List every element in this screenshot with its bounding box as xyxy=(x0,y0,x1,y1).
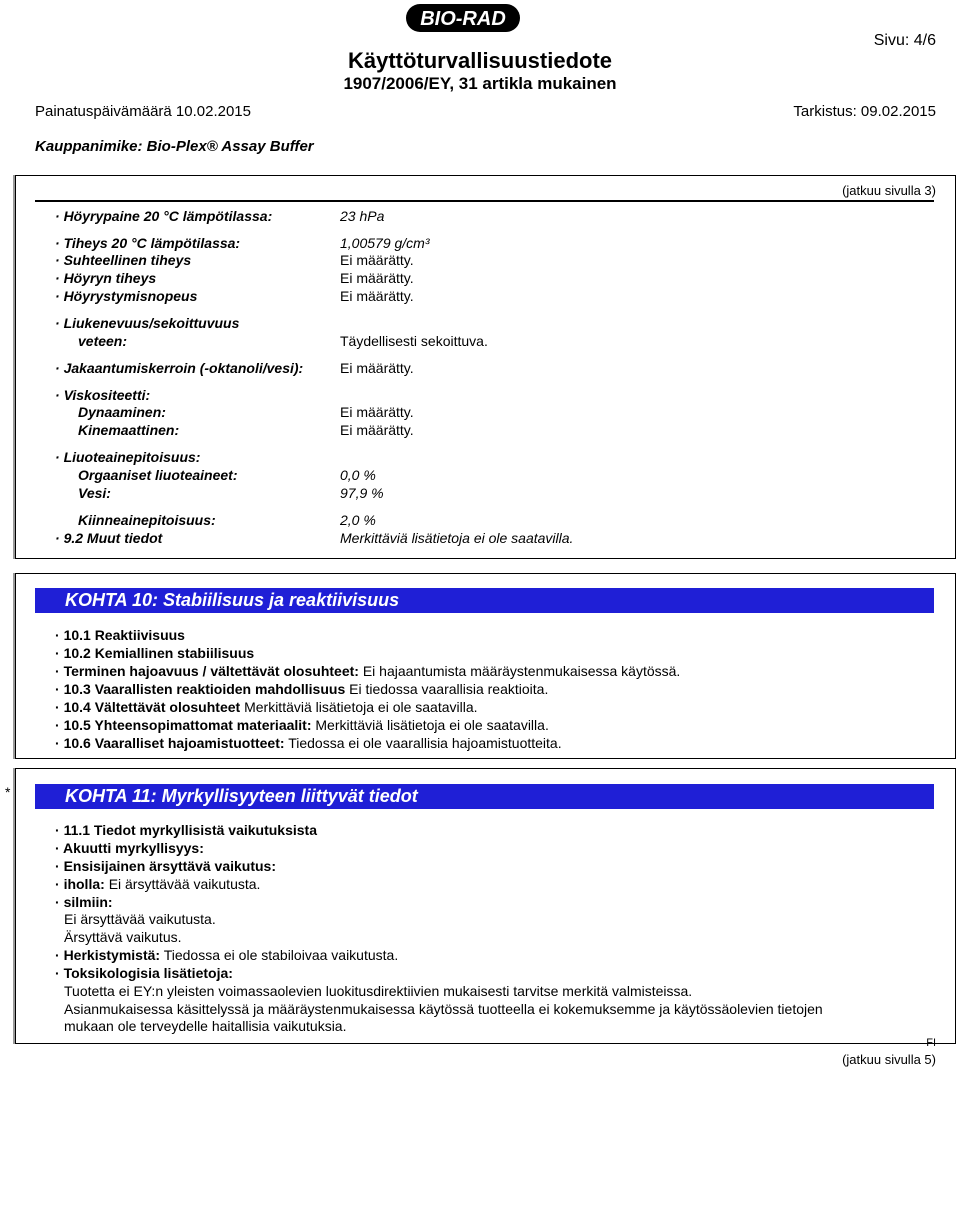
page-number: Sivu: 4/6 xyxy=(873,32,936,49)
vapor-density-label: Höyryn tiheys xyxy=(63,270,157,286)
s11-additional-line2: Asianmukaisessa käsittelyssä ja määräystenmukaisessa käytössä tuotteella ei kokemuksemme ja käytössäolevien tietojen xyxy=(64,1001,823,1017)
s11-acute-label: Akuutti myrkyllisyys: xyxy=(63,840,204,856)
partition-value: Ei määrätty. xyxy=(340,360,414,376)
s11-sensitisation: · Herkistymistä: Tiedossa ei ole stabiloivaa vaikutusta. xyxy=(55,947,399,963)
relative-density-label: Suhteellinen tiheys xyxy=(63,252,192,268)
s10-reactivity-label: 10.1 Reaktiivisuus xyxy=(63,627,185,643)
s11-additional: · Toksikologisia lisätietoja: xyxy=(55,965,233,981)
s10-decomposition-label: 10.6 Vaaralliset hajoamistuotteet: xyxy=(63,735,285,751)
document-title: Käyttöturvallisuustiedote xyxy=(347,48,613,73)
partition-label: Jakaantumiskerroin (-oktanoli/vesi): xyxy=(63,360,304,376)
kinematic-value: Ei määrätty. xyxy=(340,422,414,438)
s10-conditions-label: 10.4 Vältettävät olosuhteet xyxy=(63,699,241,715)
viscosity-label: Viskositeetti: xyxy=(63,387,151,403)
vapor-pressure-label: Höyrypaine 20 °C lämpötilassa: xyxy=(63,208,273,224)
solubility-label: Liukenevuus/sekoittuvuus xyxy=(63,315,240,331)
water-label: Vesi: xyxy=(78,485,111,501)
solids-value: 2,0 % xyxy=(340,512,376,528)
s10-reactivity: · 10.1 Reaktiivisuus xyxy=(55,627,185,643)
other-info-label: 9.2 Muut tiedot xyxy=(63,530,163,546)
vapor-density-value: Ei määrätty. xyxy=(340,270,414,286)
evaporation-label: Höyrystymisnopeus xyxy=(63,288,198,304)
s11-acute: · Akuutti myrkyllisyys: xyxy=(55,840,204,856)
s10-hazardous-reactions-value: Ei tiedossa vaarallisia reaktioita. xyxy=(349,681,549,697)
s11-toxic-effects: · 11.1 Tiedot myrkyllisistä vaikutuksista xyxy=(55,822,317,838)
other-info-value: Merkittäviä lisätietoja ei ole saatavilla. xyxy=(340,530,574,546)
s10-incompatible-value: Merkittäviä lisätietoja ei ole saatavilla. xyxy=(315,717,549,733)
density-row: · Tiheys 20 °C lämpötilassa: xyxy=(55,235,241,251)
s10-decomposition: · 10.6 Vaaralliset hajoamistuotteet: Tiedossa ei ole vaarallisia hajoamistuotteita. xyxy=(55,735,562,751)
continued-to: (jatkuu sivulla 5) xyxy=(842,1052,936,1067)
relative-density-row: · Suhteellinen tiheys xyxy=(55,252,192,268)
viscosity-row: · Viskositeetti: xyxy=(55,387,151,403)
s11-skin-label: iholla: xyxy=(63,876,105,892)
s11-irritant: · Ensisijainen ärsyttävä vaikutus: xyxy=(55,858,276,874)
document-subtitle: 1907/2006/EY, 31 artikla mukainen xyxy=(343,74,617,93)
continued-from: (jatkuu sivulla 3) xyxy=(842,183,936,198)
solubility-sub-label: veteen: xyxy=(78,333,128,349)
solvent-label: Liuoteainepitoisuus: xyxy=(63,449,201,465)
s10-thermal: · Terminen hajoavuus / vältettävät olosuhteet: Ei hajaantumista määräystenmukaisessa käytössä. xyxy=(55,663,681,679)
solubility-row: · Liukenevuus/sekoittuvuus xyxy=(55,315,240,331)
s10-hazardous-reactions: · 10.3 Vaarallisten reaktioiden mahdollisuus Ei tiedossa vaarallisia reaktioita. xyxy=(55,681,549,697)
s11-additional-label: Toksikologisia lisätietoja: xyxy=(63,965,233,981)
evaporation-row: · Höyrystymisnopeus xyxy=(55,288,198,304)
vapor-density-row: · Höyryn tiheys xyxy=(55,270,157,286)
solvent-row: · Liuoteainepitoisuus: xyxy=(55,449,201,465)
section11-title: KOHTA 11: Myrkyllisyyteen liittyvät tiedot xyxy=(35,784,934,809)
solids-label: Kiinneainepitoisuus: xyxy=(78,512,216,528)
s11-sensitisation-value: Tiedossa ei ole stabiloivaa vaikutusta. xyxy=(163,947,399,963)
trade-name: Kauppanimike: Bio-Plex® Assay Buffer xyxy=(35,138,314,155)
revision-marker: * xyxy=(5,784,11,800)
language-code: FI xyxy=(926,1037,936,1049)
bio-rad-logo xyxy=(405,3,521,33)
evaporation-value: Ei määrätty. xyxy=(340,288,414,304)
s10-stability: · 10.2 Kemiallinen stabiilisuus xyxy=(55,645,255,661)
organic-label: Orgaaniset liuoteaineet: xyxy=(78,467,238,483)
bio-rad-logo-text: BIO-RAD xyxy=(420,8,506,30)
dynamic-label: Dynaaminen: xyxy=(78,404,166,420)
water-value: 97,9 % xyxy=(340,485,384,501)
s10-conditions-value: Merkittäviä lisätietoja ei ole saatavilla. xyxy=(244,699,478,715)
s11-additional-line3: mukaan ole terveydelle haitallisia vaikutuksia. xyxy=(64,1018,347,1034)
s11-skin-value: Ei ärsyttävää vaikutusta. xyxy=(108,876,261,892)
s11-toxic-effects-label: 11.1 Tiedot myrkyllisistä vaikutuksista xyxy=(63,822,317,838)
section10-title: KOHTA 10: Stabiilisuus ja reaktiivisuus xyxy=(35,588,934,613)
s11-eyes-line1: Ei ärsyttävää vaikutusta. xyxy=(64,911,216,927)
other-info-row: · 9.2 Muut tiedot xyxy=(55,530,163,546)
s11-sensitisation-label: Herkistymistä: xyxy=(63,947,161,963)
s10-thermal-value: Ei hajaantumista määräystenmukaisessa käytössä. xyxy=(362,663,681,679)
s10-incompatible-label: 10.5 Yhteensopimattomat materiaalit: xyxy=(63,717,312,733)
solubility-value: Täydellisesti sekoittuva. xyxy=(340,333,488,349)
partition-row: · Jakaantumiskerroin (-oktanoli/vesi): xyxy=(55,360,304,376)
print-date: Painatuspäivämäärä 10.02.2015 xyxy=(35,103,251,120)
s11-eyes-line2: Ärsyttävä vaikutus. xyxy=(64,929,182,945)
organic-value: 0,0 % xyxy=(340,467,376,483)
s11-irritant-label: Ensisijainen ärsyttävä vaikutus: xyxy=(63,858,276,874)
s11-eyes: · silmiin: xyxy=(55,894,113,910)
kinematic-label: Kinemaattinen: xyxy=(78,422,180,438)
s10-decomposition-value: Tiedossa ei ole vaarallisia hajoamistuotteita. xyxy=(288,735,562,751)
s10-incompatible: · 10.5 Yhteensopimattomat materiaalit: Merkittäviä lisätietoja ei ole saatavilla. xyxy=(55,717,549,733)
s10-conditions: · 10.4 Vältettävät olosuhteet Merkittäviä lisätietoja ei ole saatavilla. xyxy=(55,699,478,715)
density-value: 1,00579 g/cm³ xyxy=(340,235,430,251)
s11-skin: · iholla: Ei ärsyttävää vaikutusta. xyxy=(55,876,261,892)
section9-inner-top xyxy=(35,200,934,202)
s11-additional-line1: Tuotetta ei EY:n yleisten voimassaolevien luokitusdirektiivien mukaisesti tarvitse merkitä valmisteissa. xyxy=(64,983,693,999)
vapor-pressure-row: · Höyrypaine 20 °C lämpötilassa: xyxy=(55,208,273,224)
relative-density-value: Ei määrätty. xyxy=(340,252,414,268)
dynamic-value: Ei määrätty. xyxy=(340,404,414,420)
vapor-pressure-value: 23 hPa xyxy=(340,208,385,224)
s10-thermal-label: Terminen hajoavuus / vältettävät olosuhteet: xyxy=(63,663,359,679)
s11-eyes-label: silmiin: xyxy=(63,894,113,910)
density-label: Tiheys 20 °C lämpötilassa: xyxy=(63,235,241,251)
revision-date: Tarkistus: 09.02.2015 xyxy=(793,103,936,120)
s10-hazardous-reactions-label: 10.3 Vaarallisten reaktioiden mahdollisuus xyxy=(63,681,346,697)
s10-stability-label: 10.2 Kemiallinen stabiilisuus xyxy=(63,645,255,661)
